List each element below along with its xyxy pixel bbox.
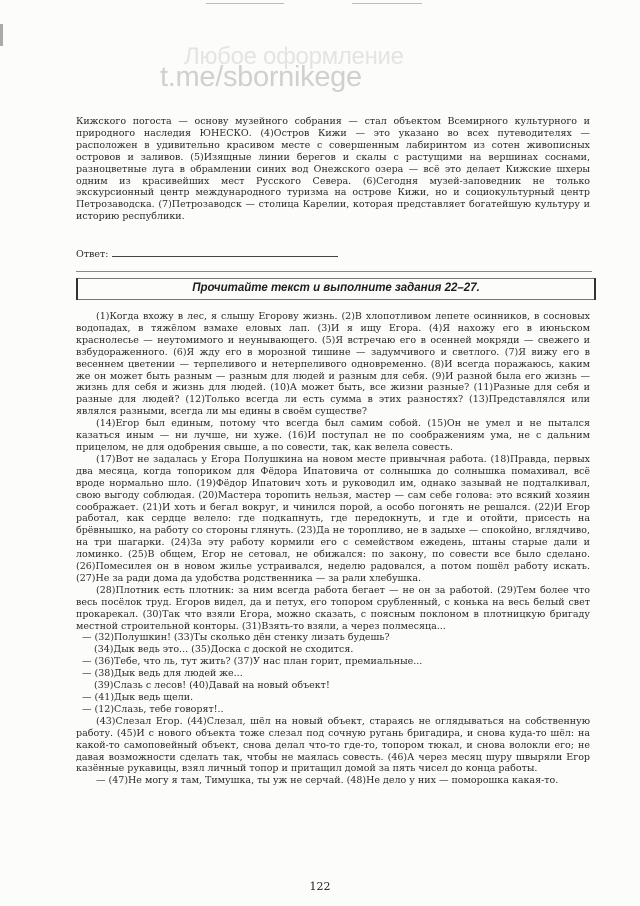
- page-number: 122: [309, 880, 331, 893]
- dialogue-line: — (38)Дык ведь для людей же...: [82, 668, 243, 680]
- watermark-top-text: Любое оформление: [184, 43, 404, 70]
- section-divider: [76, 271, 592, 272]
- dialogue-line: (34)Дык ведь это... (35)Доска с доской не сходится.: [94, 644, 354, 656]
- watermark: [160, 43, 404, 93]
- box-bottom-rule: [78, 299, 594, 300]
- text-paragraph: (14)Егор был единым, потому что всегда был самим собой. (15)Он не умел и не пытался казаться иным — ни лучше, ни хуже. (16)И поступал не по соображениям ума, не с дальним прицелом, не для одобрения свыше, а по совести, так, как велела совесть.: [76, 418, 590, 453]
- answer-blank[interactable]: [112, 247, 338, 257]
- dialogue-line: — (41)Дык ведь щели.: [82, 692, 194, 703]
- watermark-main-text: t.me/sbornikege: [160, 61, 362, 93]
- dialogue-line: — (36)Тебе, что ль, тут жить? (37)У нас план горит, премиальные...: [82, 656, 423, 668]
- text-paragraph: (1)Когда вхожу в лес, я слышу Егорову жизнь. (2)В хлопотливом лепете осинников, в сосновых водопадах, в тяжёлом взмахе еловых лап. (3)И я ищу Егора. (4)Я нахожу его в июньском краснолесье — неутомимого и неунывающего. (5)Я встречаю его в осенней мокряди — свежего и взбудораженного. (6)Я жду его в морозной тишине — задумчивого и светлого. (7)Я вижу его в весеннем цветении — терпеливого и нетерпеливого одновременно. (8)И всегда поражаюсь, каким же он может быть разным — разным для людей и разным для себя. (9)И разной была его жизнь — жизнь для себя и жизнь для людей. (10)А может быть, все жизни разные? (11)Разные для себя и разные для людей? (12)Только всегда ли есть сумма в этих разностях? (13)Представлялся или являлся разными, всегда ли мы едины в своём существе?: [76, 311, 590, 418]
- text-paragraph: (43)Слезал Егор. (44)Слезал, шёл на новый объект, стараясь не оглядываться на собственную работу. (45)И с нового объекта тоже слезал под сочную ругань бригадира, и снова куда-то шёл: на какой-то самоповейный объект, снова делал что-то где-то, топором тюкал, и снова волокли его; не давая возможности сделать так, чтобы не маялась совесть. (46)А через месяц шуру швыряли Егор казённые рукавицы, взял личный топор и притащил домой за пять чисел до конца работы.: [76, 715, 590, 775]
- scan-edge-line: [206, 3, 284, 4]
- intro-paragraph: Кижского погоста — основу музейного собрания — стал объектом Всемирного культурного и природного наследия ЮНЕСКО. (4)Остров Кижи — это указано во всех путеводителях — расположен в удивительно красивом месте с совершенным лабиринтом из сотен живописных островов и заливов. (5)Изящные линии берегов и скалы с растущими на вершинах соснами, разноцветные луга в обрамлении синих вод Онежского озера — всё это делает Кижские шхеры одним из красивейших мест Русского Севера. (6)Сегодня музей-заповедник не только экскурсионный центр международного туризма на острове Кижи, но и социокультурный центр Петрозаводска. (7)Петрозаводск — столица Карелии, которая представляет богатейшую культуру и историю республики.: [76, 116, 590, 223]
- box-top-rule: [78, 278, 594, 279]
- text-last-line: — (47)Не могу я там, Тимушка, ты уж не серчай. (48)Не дело у них — поморошка какая-то.: [96, 775, 559, 787]
- task-header-box: [76, 278, 596, 300]
- text-paragraph: (28)Плотник есть плотник: за ним всегда работа бегает — не он за работой. (29)Тем более что весь посёлок труд. Егоров видел, да и петух, его топором срубленный, с конька на весь белый свет прокарекал. (30)Так что взяли Егора, можно сказать, с поясным поклоном в плотницкую бригаду местной строительной конторы. (31)Взять-то взяли, а через полмесяца...: [76, 584, 590, 632]
- task-header: Прочитайте текст и выполните задания 22–27.: [192, 282, 480, 294]
- text-paragraph: (17)Вот не задалась у Егора Полушкина на новом месте привычная работа. (18)Правда, первых два месяца, когда топориком для Фёдора Ипатовича от солнышка до солнышка помахивал, всё вроде нормально шло. (19)Фёдор Ипатович хоть и руководил им, однако зазывай не подталкивал, свою выгоду соблюдая. (20)Мастера торопить нельзя, мастер — сам себе голова: это всякий хозяин соображает. (21)И хоть и бегал вокруг, и чинился порой, а особо погонять не решался. (22)И Егор работал, как сердце велело: где подкапнуть, где передокнуть, и где и отойти, присесть на брёвнышко, на работу со стороны глянуть. (23)Да не торопливо, не в задыхе — спокойно, вглядчиво, на три шагарки. (24)За эту работу кормили его с семейством ежедень, штаны старые дали и ломинко. (25)В общем, Егор не сетовал, не обижался: по закону, по совести все было сделано. (26)Помесилея он в новом жилье устраивался, неделю радовался, а потом пошёл работу искать. (27)Не за ради дома да удобства родственника — за рали хлебушка.: [76, 453, 590, 584]
- main-text-block: [76, 311, 590, 787]
- scan-edge-line: [352, 3, 422, 4]
- dialogue-line: — (12)Слазь, тебе говорят!..: [82, 703, 224, 715]
- dialogue-line: (39)Слазь с лесов! (40)Давай на новый объект!: [94, 680, 330, 692]
- answer-label: Ответ:: [76, 249, 109, 260]
- intro-text-block: [76, 116, 590, 223]
- dialogue-line: — (32)Полушкин! (33)Ты сколько дён стенку лизать будешь?: [82, 632, 390, 644]
- scan-edge-mark: [0, 24, 3, 46]
- answer-line: [76, 247, 338, 260]
